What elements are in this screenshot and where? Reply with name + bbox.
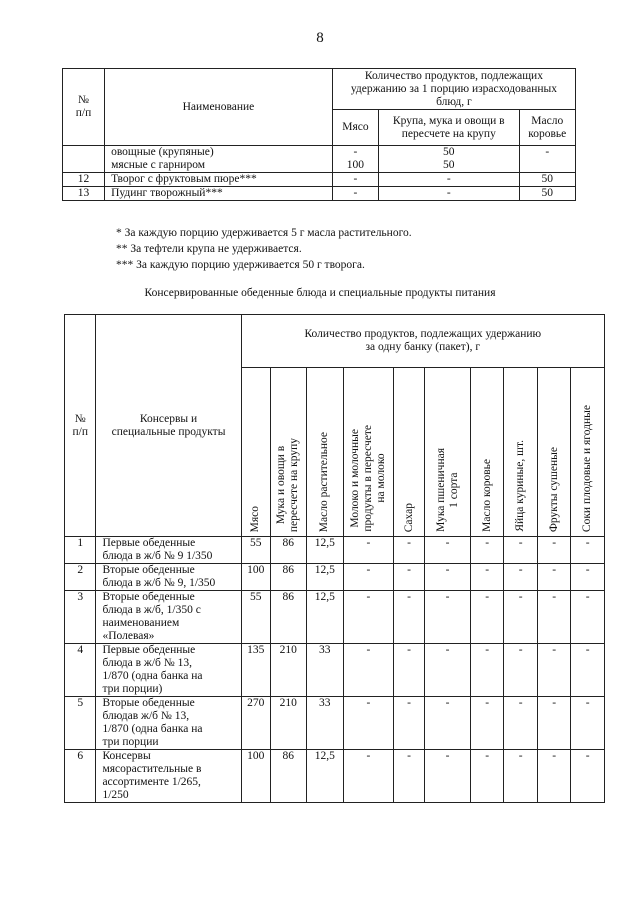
- header-number: № п/п: [65, 315, 96, 537]
- row-value: -: [504, 564, 537, 591]
- column-header-label: Мука пшеничная 1 сорта: [434, 448, 460, 532]
- header-products: Консервы и специальные продукты: [96, 315, 241, 537]
- row-grain: 50 50: [378, 146, 519, 173]
- row-number: [63, 146, 105, 173]
- column-header-label: Масло растительное: [318, 431, 331, 532]
- row-value: -: [470, 750, 503, 803]
- table-row: [65, 537, 605, 564]
- row-value: -: [344, 537, 394, 564]
- row-value: -: [425, 591, 471, 644]
- row-product-name: Консервы мясорастительные в ассортименте 1/265, 1/250: [96, 750, 241, 803]
- row-meat: - 100: [332, 146, 378, 173]
- row-value: -: [571, 537, 605, 564]
- row-name: Пудинг творожный***: [105, 187, 333, 201]
- header-quantity-group: Количество продуктов, подлежащих удержанию за 1 порцию израсходованных блюд, г: [332, 69, 575, 110]
- row-value: -: [393, 564, 424, 591]
- footnotes: [116, 225, 412, 273]
- row-value: 55: [241, 537, 270, 564]
- row-value: -: [425, 537, 471, 564]
- row-product-name: Вторые обеденные блюдав ж/б № 13, 1/870 (одна банка на три порции: [96, 697, 241, 750]
- header-meat: Мясо: [332, 110, 378, 146]
- column-header: [271, 368, 307, 537]
- row-value: -: [571, 564, 605, 591]
- row-value: 86: [271, 750, 307, 803]
- table-row: [65, 644, 605, 697]
- row-value: 12,5: [306, 750, 344, 803]
- column-header-label: Соки плодовые и ягодные: [581, 404, 594, 532]
- row-value: -: [344, 564, 394, 591]
- row-value: -: [425, 564, 471, 591]
- row-number: 6: [65, 750, 96, 803]
- section-title: Консервированные обеденные блюда и специальные продукты питания: [144, 287, 496, 299]
- column-header-label: Масло коровье: [480, 459, 493, 532]
- row-value: -: [425, 750, 471, 803]
- row-value: -: [537, 750, 570, 803]
- column-header-label: Фрукты сушеные: [547, 446, 560, 532]
- row-butter: -: [519, 146, 575, 173]
- row-value: 12,5: [306, 591, 344, 644]
- footnote: ** За тефтели крупа не удерживается.: [116, 243, 302, 255]
- table-row: [65, 564, 605, 591]
- row-name: овощные (крупяные) мясные с гарниром: [105, 146, 333, 173]
- row-meat: -: [332, 187, 378, 201]
- header-grain: Крупа, мука и овощи в пересчете на крупу: [378, 110, 519, 146]
- row-value: -: [393, 537, 424, 564]
- row-grain: -: [378, 173, 519, 187]
- row-value: -: [571, 750, 605, 803]
- row-value: -: [504, 644, 537, 697]
- row-value: -: [470, 591, 503, 644]
- row-value: 86: [271, 591, 307, 644]
- row-value: 12,5: [306, 564, 344, 591]
- row-value: -: [425, 644, 471, 697]
- row-value: -: [537, 644, 570, 697]
- row-grain: -: [378, 187, 519, 201]
- row-value: -: [344, 644, 394, 697]
- header-quantity-group: Количество продуктов, подлежащих удержанию за одну банку (пакет), г: [241, 315, 604, 368]
- column-header-label: Яйца куриные, шт.: [514, 440, 527, 532]
- header-name: Наименование: [105, 69, 333, 146]
- row-value: -: [537, 564, 570, 591]
- column-header-label: Молоко и молочные продукты в пересчете на молоко: [348, 425, 387, 532]
- row-value: -: [393, 697, 424, 750]
- row-value: -: [571, 644, 605, 697]
- row-value: 33: [306, 644, 344, 697]
- row-butter: 50: [519, 187, 575, 201]
- row-value: -: [504, 697, 537, 750]
- row-value: -: [470, 644, 503, 697]
- row-butter: 50: [519, 173, 575, 187]
- column-header: [344, 368, 394, 537]
- table-row: [65, 591, 605, 644]
- table-row: [63, 187, 576, 201]
- row-number: 2: [65, 564, 96, 591]
- row-value: -: [344, 697, 394, 750]
- footnote: *** За каждую порцию удерживается 50 г творога.: [116, 259, 365, 271]
- row-number: 12: [63, 173, 105, 187]
- row-value: 210: [271, 644, 307, 697]
- row-value: -: [393, 644, 424, 697]
- column-header-label: Сахар: [402, 502, 415, 532]
- table-canned-products: [64, 314, 605, 803]
- row-value: 135: [241, 644, 270, 697]
- column-header-label: Мясо: [249, 505, 262, 532]
- row-value: -: [571, 591, 605, 644]
- row-value: -: [470, 537, 503, 564]
- row-value: 12,5: [306, 537, 344, 564]
- table-row: [63, 173, 576, 187]
- table-row: [63, 146, 576, 173]
- row-value: 270: [241, 697, 270, 750]
- row-number: 13: [63, 187, 105, 201]
- row-value: -: [537, 537, 570, 564]
- table-portion-deductions: [62, 68, 576, 201]
- row-product-name: Первые обеденные блюда в ж/б № 9 1/350: [96, 537, 241, 564]
- row-value: 210: [271, 697, 307, 750]
- row-value: -: [571, 697, 605, 750]
- row-number: 5: [65, 697, 96, 750]
- column-header: [241, 368, 270, 537]
- column-header: [571, 368, 605, 537]
- row-value: -: [504, 750, 537, 803]
- row-product-name: Вторые обеденные блюда в ж/б № 9, 1/350: [96, 564, 241, 591]
- row-value: -: [393, 750, 424, 803]
- row-name: Творог с фруктовым пюре***: [105, 173, 333, 187]
- footnote: * За каждую порцию удерживается 5 г масла растительного.: [116, 227, 412, 239]
- row-number: 3: [65, 591, 96, 644]
- row-value: 100: [241, 750, 270, 803]
- row-product-name: Вторые обеденные блюда в ж/б, 1/350 с наименованием «Полевая»: [96, 591, 241, 644]
- row-value: -: [470, 697, 503, 750]
- row-value: -: [504, 591, 537, 644]
- row-value: -: [425, 697, 471, 750]
- row-meat: -: [332, 173, 378, 187]
- column-header: [306, 368, 344, 537]
- column-header: [470, 368, 503, 537]
- row-value: -: [344, 591, 394, 644]
- row-product-name: Первые обеденные блюда в ж/б № 13, 1/870 (одна банка на три порции): [96, 644, 241, 697]
- row-number: 1: [65, 537, 96, 564]
- table-row: [65, 697, 605, 750]
- row-value: -: [537, 697, 570, 750]
- row-value: -: [393, 591, 424, 644]
- header-butter: Масло коровье: [519, 110, 575, 146]
- table-row: [65, 750, 605, 803]
- row-value: 55: [241, 591, 270, 644]
- row-value: 86: [271, 564, 307, 591]
- row-value: -: [504, 537, 537, 564]
- page-number: 8: [316, 30, 324, 46]
- column-header: [425, 368, 471, 537]
- row-value: -: [537, 591, 570, 644]
- row-value: 86: [271, 537, 307, 564]
- row-number: 4: [65, 644, 96, 697]
- column-header: [537, 368, 570, 537]
- column-header: [393, 368, 424, 537]
- row-value: -: [344, 750, 394, 803]
- column-header-label: Мука и овощи в пересчете на крупу: [275, 437, 301, 532]
- row-value: 100: [241, 564, 270, 591]
- row-value: -: [470, 564, 503, 591]
- row-value: 33: [306, 697, 344, 750]
- column-header: [504, 368, 537, 537]
- header-number: № п/п: [63, 69, 105, 146]
